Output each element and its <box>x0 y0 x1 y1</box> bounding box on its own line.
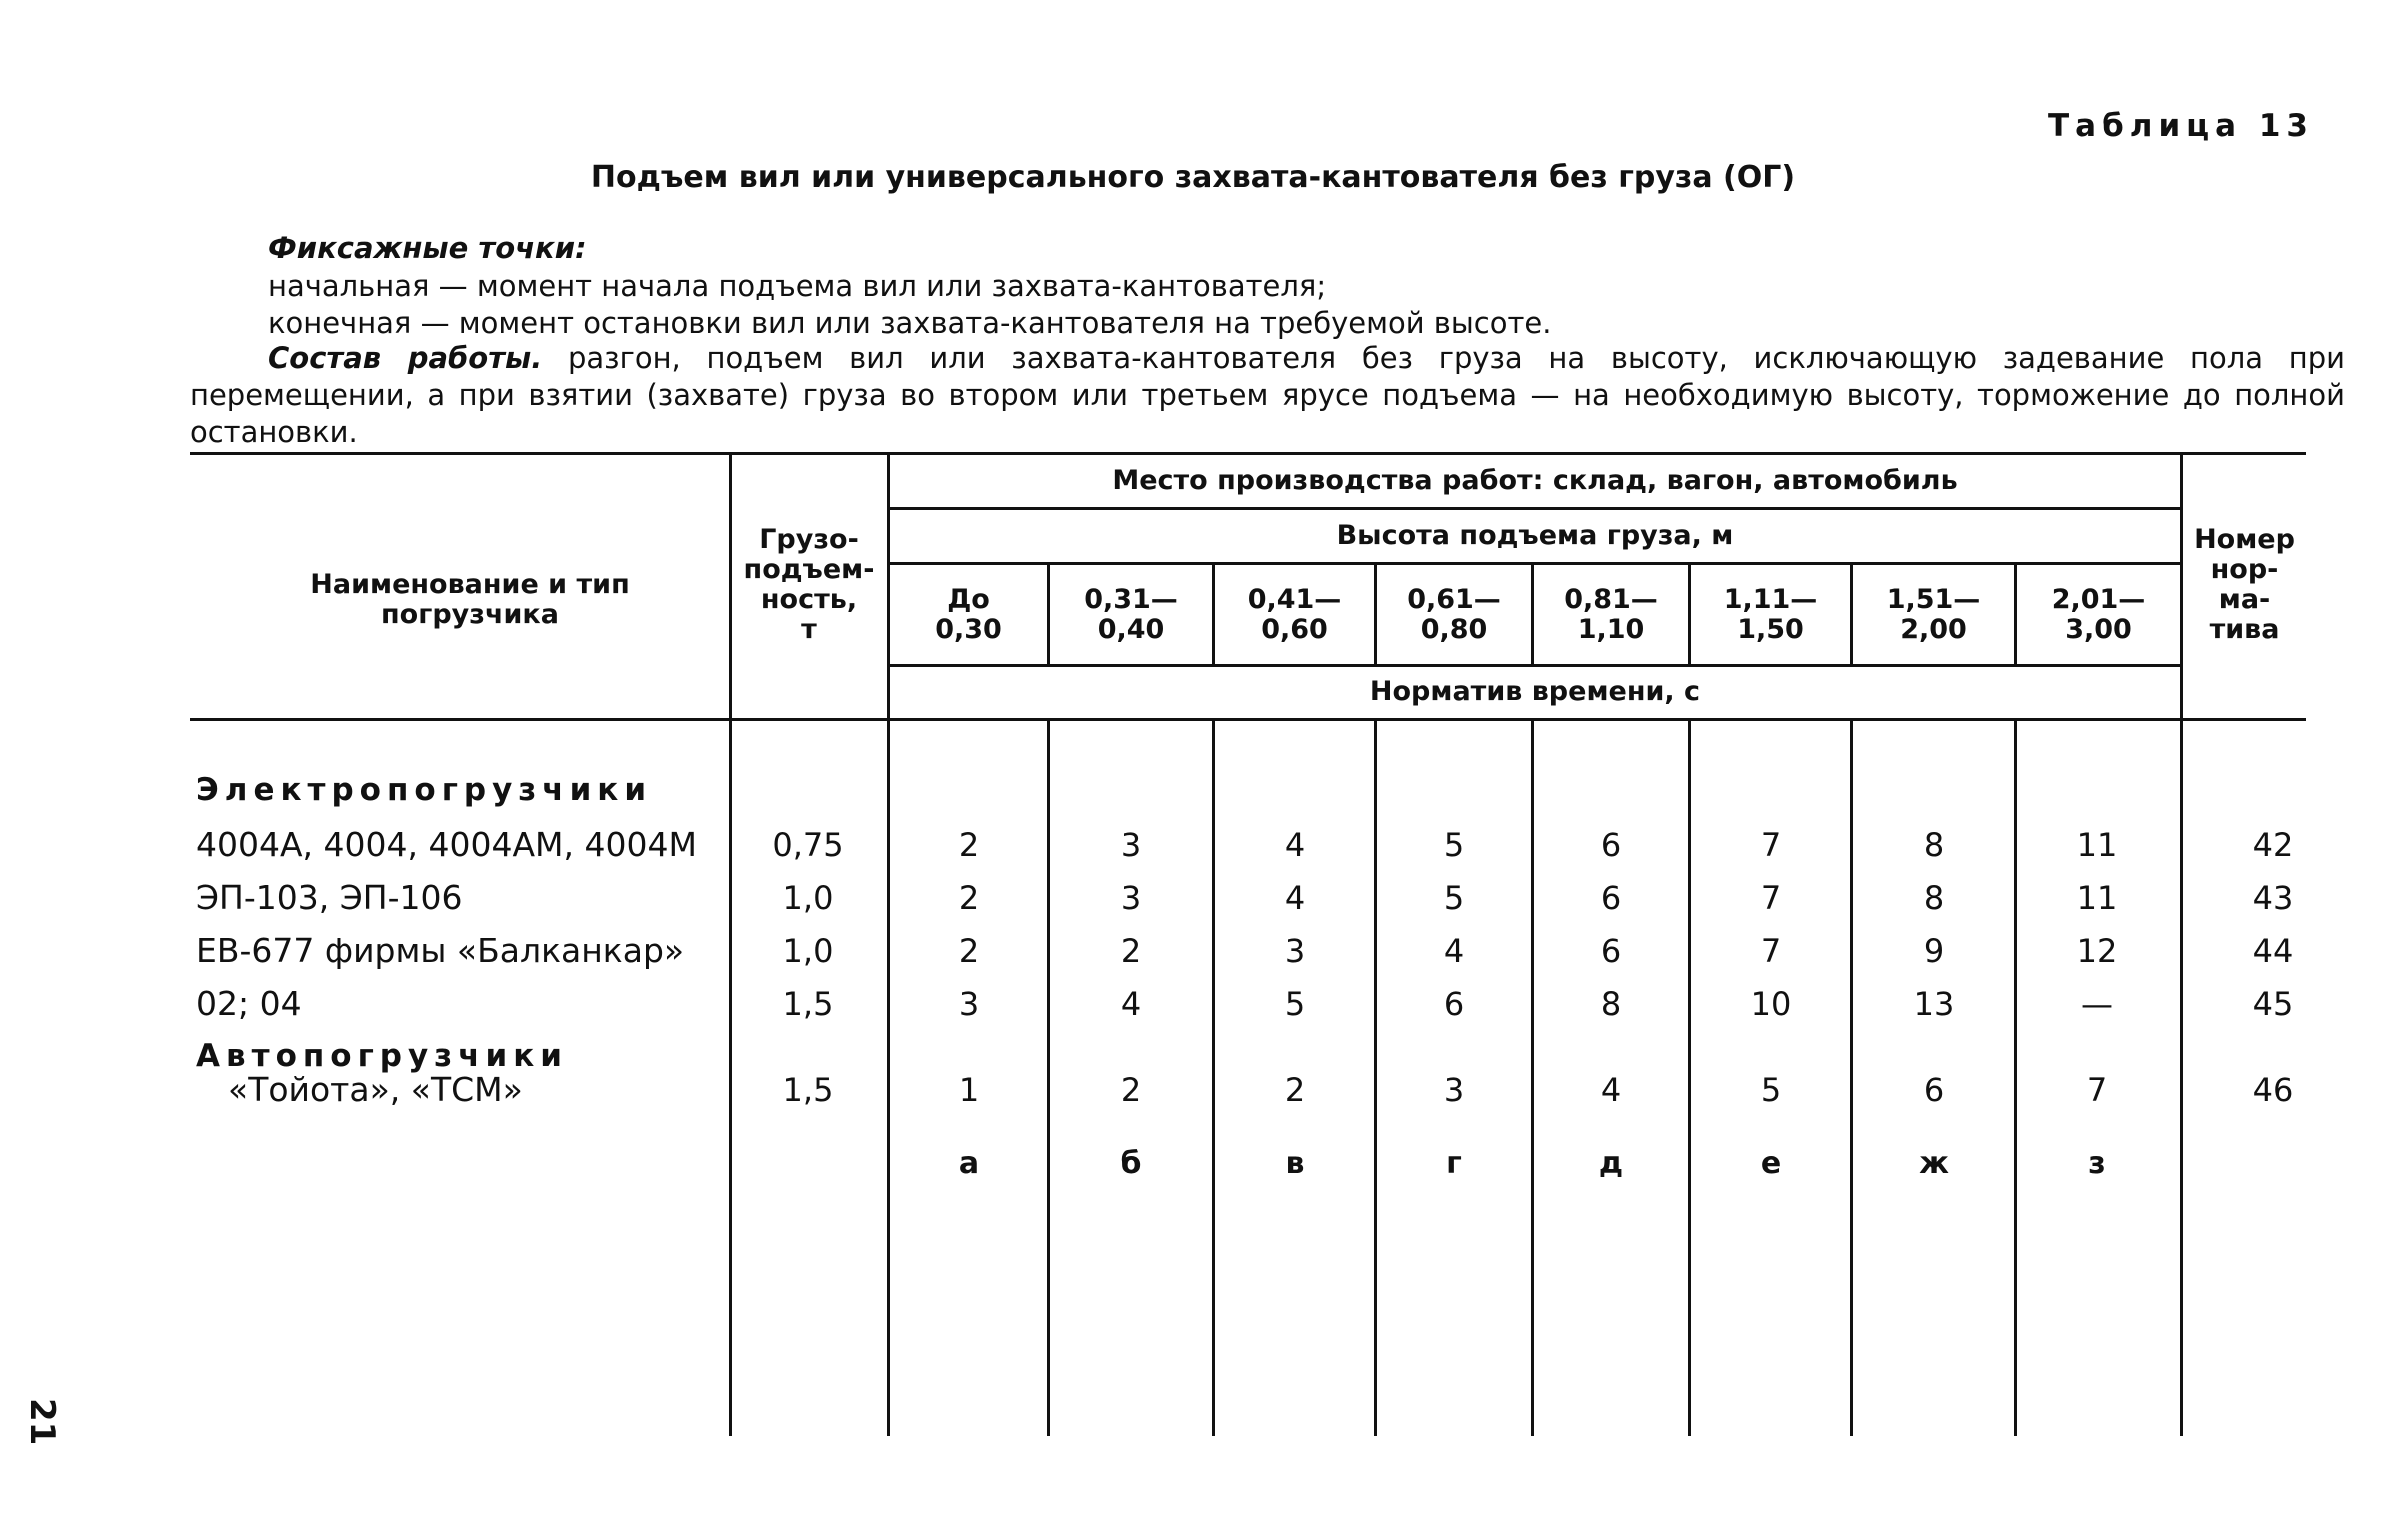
col-rule-h3 <box>1374 718 1377 1436</box>
row-capacity-3: 1,0 <box>782 932 834 970</box>
row-2-value-a: 2 <box>958 879 980 917</box>
row-5-value-f: 5 <box>1760 1071 1782 1109</box>
height-range-4: 0,61— 0,80 <box>1407 584 1501 645</box>
work-composition-lead: Состав работы. <box>268 341 543 375</box>
row-name-2: ЭП-103, ЭП-106 <box>196 878 463 917</box>
header-rule-2 <box>888 562 2182 565</box>
row-4-value-f: 10 <box>1750 985 1792 1023</box>
row-4-value-a: 3 <box>958 985 980 1023</box>
header-rule-1 <box>888 507 2182 510</box>
table-label: Таблица 13 <box>2048 108 2314 144</box>
group-electric-loaders: Электропогрузчики <box>196 772 653 808</box>
height-range-5: 0,81— 1,10 <box>1564 584 1658 645</box>
row-1-value-e: 6 <box>1600 826 1622 864</box>
height-range-1: До 0,30 <box>935 584 1002 645</box>
group-auto-loaders: Автопогрузчики <box>196 1038 568 1074</box>
height-range-8: 2,01— 3,00 <box>2051 584 2146 645</box>
row-1-value-d: 5 <box>1443 826 1465 864</box>
height-range-7: 1,51— 2,00 <box>1886 584 1981 645</box>
header-loader-name: Наименование и тип погрузчика <box>310 569 630 630</box>
row-3-value-a: 2 <box>958 932 980 970</box>
row-1-value-c: 4 <box>1284 826 1306 864</box>
column-letter-c: в <box>1285 1146 1305 1181</box>
column-letter-h: з <box>2088 1146 2106 1181</box>
row-4-value-e: 8 <box>1600 985 1622 1023</box>
row-2-value-e: 6 <box>1600 879 1622 917</box>
row-3-value-b: 2 <box>1120 932 1142 970</box>
row-1-value-b: 3 <box>1120 826 1142 864</box>
row-5-value-a: 1 <box>958 1071 980 1109</box>
column-letter-e: д <box>1598 1146 1624 1181</box>
header-capacity: Грузо- подъем- ность, т <box>743 524 875 645</box>
row-5-value-c: 2 <box>1284 1071 1306 1109</box>
row-3-value-f: 7 <box>1760 932 1782 970</box>
fix-points-heading: Фиксажные точки: <box>268 231 587 265</box>
row-4-value-b: 4 <box>1120 985 1142 1023</box>
row-3-value-g: 9 <box>1923 932 1945 970</box>
height-range-2: 0,31— 0,40 <box>1084 584 1178 645</box>
header-time-norm: Норматив времени, с <box>1369 676 1701 707</box>
row-4-value-g: 13 <box>1913 985 1955 1023</box>
row-3-value-c: 3 <box>1284 932 1306 970</box>
row-5-norm: 46 <box>2252 1071 2294 1109</box>
row-2-value-c: 4 <box>1284 879 1306 917</box>
column-letter-d: г <box>1446 1146 1462 1181</box>
row-capacity-2: 1,0 <box>782 879 834 917</box>
col-rule-h5 <box>1688 718 1691 1436</box>
row-capacity-4: 1,5 <box>782 985 834 1023</box>
row-5-value-b: 2 <box>1120 1071 1142 1109</box>
fix-point-end: конечная — момент остановки вил или захвата-кантователя на требуемой высоте. <box>268 306 1552 340</box>
row-1-value-h: 11 <box>2076 826 2118 864</box>
row-5-value-h: 7 <box>2086 1071 2108 1109</box>
row-3-value-d: 4 <box>1443 932 1465 970</box>
work-composition-text: разгон, подъем вил или захвата-кантователя без груза на высоту, исключающую задевание пола при перемещении, а при взятии (захвате) груза во втором или третьем ярусе подъема — на необходимую высоту, торможение до полной остановки. <box>190 341 2345 449</box>
column-letter-g: ж <box>1919 1146 1949 1181</box>
table-top-border <box>190 452 2306 455</box>
row-4-norm: 45 <box>2252 985 2294 1023</box>
column-letter-a: а <box>958 1146 980 1181</box>
row-2-value-d: 5 <box>1443 879 1465 917</box>
row-name-1: 4004А, 4004, 4004АМ, 4004М <box>196 825 697 864</box>
row-5-value-e: 4 <box>1600 1071 1622 1109</box>
row-2-value-g: 8 <box>1923 879 1945 917</box>
row-4-value-c: 5 <box>1284 985 1306 1023</box>
col-rule-h2 <box>1212 718 1215 1436</box>
row-1-value-f: 7 <box>1760 826 1782 864</box>
header-workplace: Место производства работ: склад, вагон, автомобиль <box>1112 465 1958 496</box>
row-2-value-b: 3 <box>1120 879 1142 917</box>
row-capacity-5: 1,5 <box>782 1071 834 1109</box>
col-rule-h4 <box>1531 718 1534 1436</box>
column-letter-f: е <box>1760 1146 1782 1181</box>
row-1-norm: 42 <box>2252 826 2294 864</box>
header-lift-height: Высота подъема груза, м <box>1336 520 1734 551</box>
row-4-value-h: — <box>2081 985 2113 1023</box>
height-range-6: 1,11— 1,50 <box>1723 584 1818 645</box>
row-name-4: 02; 04 <box>196 984 302 1023</box>
row-5-value-g: 6 <box>1923 1071 1945 1109</box>
row-3-value-h: 12 <box>2076 932 2118 970</box>
header-norm-number: Номер нор- ма- тива <box>2194 524 2295 645</box>
row-2-norm: 43 <box>2252 879 2294 917</box>
row-5-value-d: 3 <box>1443 1071 1465 1109</box>
row-1-value-g: 8 <box>1923 826 1945 864</box>
row-name-3: ЕВ-677 фирмы «Балканкар» <box>196 931 685 970</box>
row-capacity-1: 0,75 <box>772 826 844 864</box>
height-range-3: 0,41— 0,60 <box>1247 584 1342 645</box>
row-3-value-e: 6 <box>1600 932 1622 970</box>
col-rule-h6 <box>1850 718 1853 1436</box>
col-rule-h1 <box>1047 718 1050 1436</box>
row-2-value-h: 11 <box>2076 879 2118 917</box>
col-rule-h7 <box>2014 718 2017 1436</box>
header-bottom-border <box>190 718 2306 721</box>
row-4-value-d: 6 <box>1443 985 1465 1023</box>
row-1-value-a: 2 <box>958 826 980 864</box>
page-number: 21 <box>22 1398 62 1446</box>
row-name-5: «Тойота», «ТСМ» <box>228 1070 523 1109</box>
row-3-norm: 44 <box>2252 932 2294 970</box>
fix-point-start: начальная — момент начала подъема вил или захвата-кантователя; <box>268 269 1327 303</box>
work-composition <box>190 340 2345 451</box>
document-title: Подъем вил или универсального захвата-кантователя без груза (ОГ) <box>590 160 1796 195</box>
row-2-value-f: 7 <box>1760 879 1782 917</box>
column-letter-b: б <box>1120 1146 1142 1181</box>
